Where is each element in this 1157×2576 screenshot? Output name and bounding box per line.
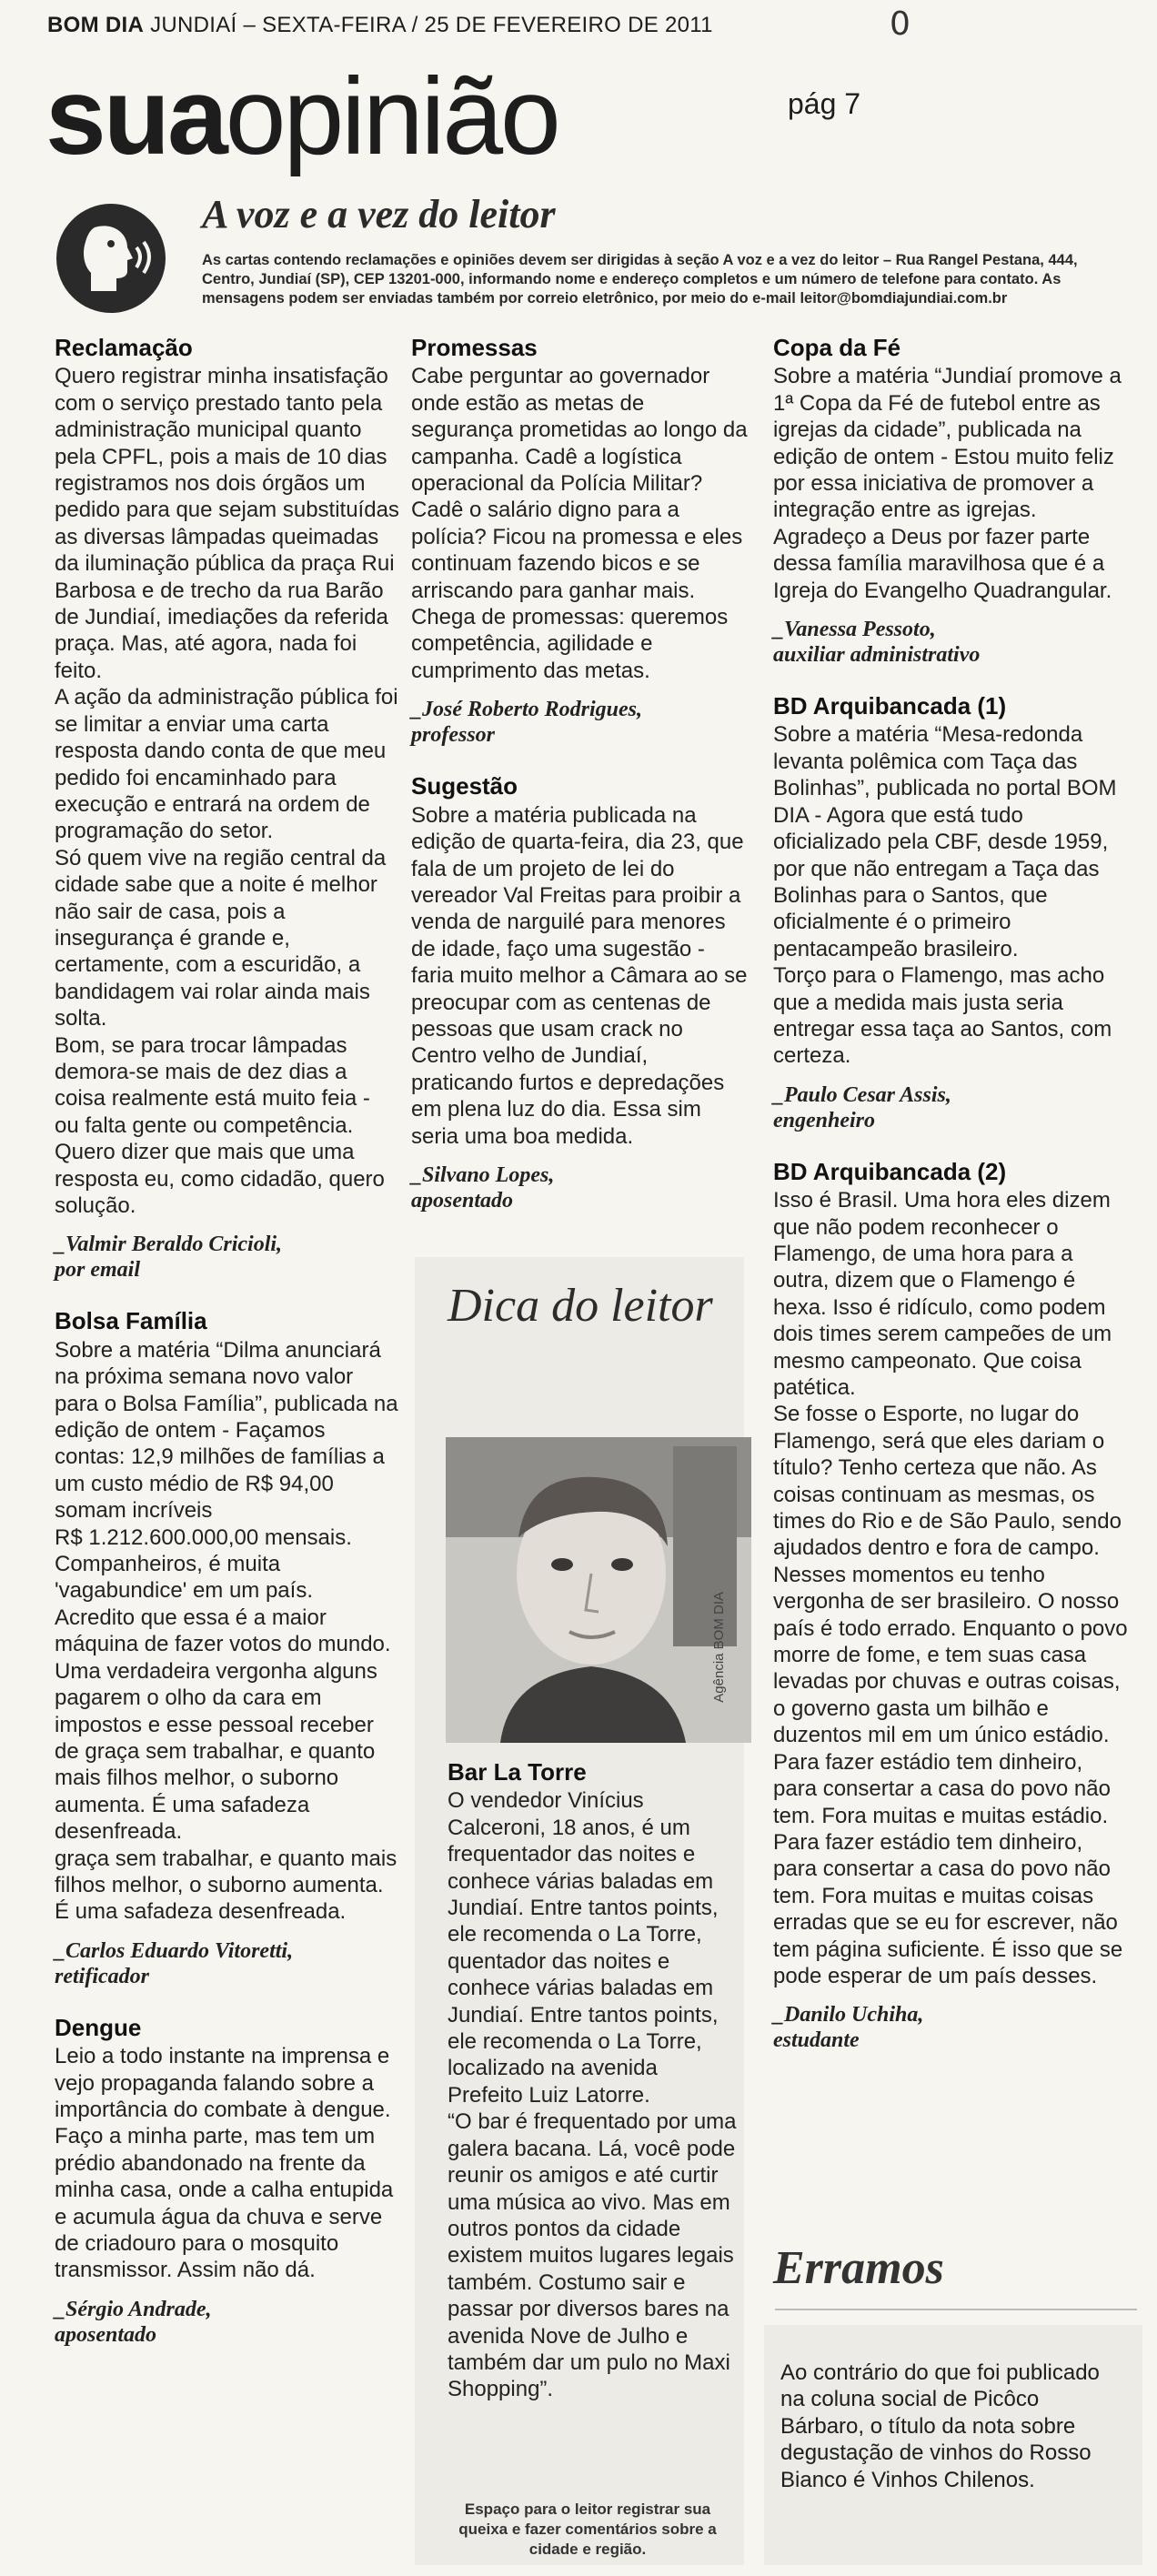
dica-title: Dica do leitor bbox=[448, 1280, 713, 1332]
letter-title: Dengue bbox=[55, 2013, 142, 2041]
letter-paragraph: Nesses momentos eu tenho vergonha de ser brasileiro. O nosso país é todo errado. Enquanto o povo morre de fome, e tem suas casa levadas por chuvas e outras coisas, o governo gasta um bilhão e duzentos mil em um único estádio. bbox=[773, 1562, 1128, 1748]
letter-paragraph: Se fosse o Esporte, no lugar do Flamengo, será que eles dariam o título? Tenho certeza que não. As coisas continuam as mesmas, os times do Rio e de São Paulo, sendo ajudados dentro e fora de campo. bbox=[773, 1402, 1122, 1561]
signature-name: _Paulo Cesar Assis, bbox=[773, 1082, 951, 1107]
letter-title: Copa da Fé bbox=[773, 334, 901, 361]
dica-text bbox=[448, 1759, 739, 2403]
section-intro: As cartas contendo reclamações e opiniões devem ser dirigidas à seção A voz e a vez do leitor – Rua Rangel Pestana, 444, Centro, Jundiaí (SP), CEP 13201-000, informando nome e endereço completos e um número de telefone para contato. As mensagens podem ser enviadas também por correio eletrônico, por meio do e-mail leitor@bomdiajundiai.com.br bbox=[202, 252, 1078, 307]
column-2 bbox=[411, 335, 748, 1239]
signature-role: aposentado bbox=[411, 1188, 514, 1213]
letter-signature bbox=[773, 1082, 1128, 1133]
dica-bar-title: Bar La Torre bbox=[448, 1758, 587, 1786]
signature-name: _Silvano Lopes, bbox=[411, 1162, 555, 1187]
signature-name: _Danilo Uchiha, bbox=[773, 2003, 924, 2028]
letter-title: Promessas bbox=[411, 334, 538, 361]
dica-paragraph: quentador das noites e conhece várias baladas em Jundiaí. Entre tantos points, ele recomenda o La Torre, localizado na avenida Prefeito Luiz Latorre. bbox=[448, 1948, 719, 2108]
column-3 bbox=[773, 335, 1128, 2078]
masthead bbox=[47, 13, 713, 38]
letter-signature bbox=[773, 617, 1128, 668]
letter-title: Reclamação bbox=[55, 334, 193, 361]
reader-photo bbox=[446, 1437, 751, 1743]
section-title bbox=[45, 55, 558, 177]
handwritten-mark: 0 bbox=[890, 5, 911, 43]
letter-paragraph: Cabe perguntar ao governador onde estão as metas de segurança prometidas ao longo da campanha. Cadê a logística operacional da Polícia Militar? Cadê o salário digno para a polícia? Ficou na promessa e eles continuam fazendo bicos e se arriscando para ganhar mais. Chega de promessas: queremos competência, agilidade e cumprimento das metas. bbox=[411, 364, 748, 683]
column-1 bbox=[55, 335, 400, 2373]
letter-paragraph: Para fazer estádio tem dinheiro, para consertar a casa do povo não tem. Fora muitas e muitas estádio. bbox=[773, 1749, 1111, 1828]
signature-role: por email bbox=[55, 1258, 140, 1283]
letter-arquibancada-1 bbox=[773, 693, 1128, 1133]
signature-role: engenheiro bbox=[773, 1108, 876, 1132]
letter-paragraph: Sobre a matéria “Mesa-redonda levanta polêmica com Taça das Bolinhas”, publicada no portal BOM DIA - Agora que está tudo oficializado pela CBF, desde 1959, por que não entregam a Taça das Bolinhas para o Santos, que oficialmente é o primeiro pentacampeão brasileiro. bbox=[773, 722, 1117, 961]
letter-reclamacao bbox=[55, 335, 400, 1283]
section-title-strong: sua bbox=[45, 55, 226, 177]
section-title-light: opinião bbox=[225, 55, 558, 177]
letter-paragraph: Sobre a matéria “Dilma anunciará na próxima semana novo valor para o Bolsa Família”, publicada na edição de ontem - Façamos contas: 12,9 milhões de famílias a um custo médio de R$ 94,00 somam incríveis bbox=[55, 1337, 398, 1524]
divider bbox=[775, 2309, 1137, 2310]
speaking-head-icon bbox=[55, 202, 167, 315]
letter-title: BD Arquibancada (2) bbox=[773, 1157, 1007, 1185]
masthead-brand: BOM DIA bbox=[47, 13, 145, 37]
signature-name: _Valmir Beraldo Cricioli, bbox=[55, 1233, 283, 1257]
signature-name: _José Roberto Rodrigues, bbox=[411, 698, 643, 722]
signature-role: professor bbox=[411, 723, 496, 748]
page-number: pág 7 bbox=[788, 87, 861, 120]
letter-title: Bolsa Família bbox=[55, 1307, 207, 1335]
signature-role: auxiliar administrativo bbox=[773, 643, 981, 668]
letter-paragraph: Isso é Brasil. Uma hora eles dizem que não podem reconhecer o Flamengo, de uma hora para a outra, dizem que o Flamengo é hexa. Isso é ridículo, como podem dois times serem campeões de um mesmo campeonato. Que coisa patética. bbox=[773, 1188, 1112, 1400]
letter-promessas bbox=[411, 335, 748, 748]
erramos-title: Erramos bbox=[773, 2242, 944, 2294]
letter-paragraph: graça sem trabalhar, e quanto mais filhos melhor, o suborno aumenta. É uma safadeza desenfreada. bbox=[55, 1846, 397, 1925]
photo-credit: Agência BOM DIA bbox=[711, 1592, 727, 1703]
letter-dengue bbox=[55, 2015, 400, 2348]
letter-paragraph: Só quem vive na região central da cidade sabe que a noite é melhor não sair de casa, pois a insegurança é grande e, certamente, com a escuridão, a bandidagem vai rolar ainda mais solta. bbox=[55, 845, 387, 1031]
section-tagline: A voz e a vez do leitor bbox=[202, 192, 556, 236]
letter-paragraph: Para fazer estádio tem dinheiro, para consertar a casa do povo não tem. Fora muitas e muitas coisas erradas que se eu for escrever, não tem página suficiente. É isso que se pode esperar de um país desses. bbox=[773, 1829, 1123, 1988]
letter-signature bbox=[55, 1232, 400, 1283]
letter-paragraph: Leio a todo instante na imprensa e vejo propaganda falando sobre a importância do combate à dengue. Faço a minha parte, mas tem um prédio abandonado na frente da minha casa, onde a calha entupida e acumula água da chuva e serve de criadouro para o mosquito transmissor. Assim não dá. bbox=[55, 2044, 394, 2283]
signature-name: _Carlos Eduardo Vitoretti, bbox=[55, 1938, 294, 1963]
letter-arquibancada-2 bbox=[773, 1159, 1128, 2054]
dica-paragraph: O vendedor Vinícius Calceroni, 18 anos, é um frequentador das noites e conhece várias baladas em Jundiaí. Entre tantos points, ele recomenda o La Torre, bbox=[448, 1788, 719, 1947]
letter-signature bbox=[55, 1938, 400, 1989]
letter-copa-da-fe bbox=[773, 335, 1128, 668]
letter-signature bbox=[411, 1162, 748, 1213]
letter-bolsa-familia bbox=[55, 1308, 400, 1988]
erramos-text: Ao contrário do que foi publicado na coluna social de Picôco Bárbaro, o título da nota sobre degustação de vinhos do Rosso Bianco é Vinhos Chilenos. bbox=[780, 2360, 1100, 2492]
letter-title: Sugestão bbox=[411, 772, 518, 800]
dica-caption: Espaço para o leitor registrar sua queixa e fazer comentários sobre a cidade e região. bbox=[458, 2501, 717, 2558]
masthead-date: JUNDIAÍ – SEXTA-FEIRA / 25 DE FEVEREIRO DE 2011 bbox=[150, 13, 713, 37]
letter-sugestao bbox=[411, 773, 748, 1213]
signature-role: retificador bbox=[55, 1964, 149, 1988]
letter-paragraph: Bom, se para trocar lâmpadas demora-se mais de dez dias a coisa realmente está muito feia - ou falta gente ou competência. Quero dizer que mais que uma resposta eu, como cidadão, quero solução. bbox=[55, 1032, 385, 1218]
signature-role: aposentado bbox=[55, 2322, 157, 2347]
letter-paragraph: Sobre a matéria publicada na edição de quarta-feira, dia 23, que fala de um projeto de lei do vereador Val Freitas para proibir a venda de narguilé para menores de idade, faço uma sugestão - faria muito melhor a Câmara ao se preocupar com as centenas de pessoas que usam crack no Centro velho de Jundiaí, praticando furtos e depredações em plena luz do dia. Essa sim seria uma boa medida. bbox=[411, 802, 748, 1149]
signature-name: _Sérgio Andrade, bbox=[55, 2297, 212, 2321]
letter-title: BD Arquibancada (1) bbox=[773, 692, 1007, 720]
letter-signature bbox=[411, 697, 748, 748]
signature-role: estudante bbox=[773, 2028, 860, 2053]
dica-paragraph: “O bar é frequentado por uma galera bacana. Lá, você pode reunir os amigos e até curtir uma música ao vivo. Mas em outros pontos da cidade existem muitos lugares legais também. Costumo sair e passar por diversos bares na avenida Nove de Julho e também dar um pulo no Maxi Shopping”. bbox=[448, 2109, 737, 2402]
letter-paragraph: Torço para o Flamengo, mas acho que a medida mais justa seria entregar essa taça ao Santos, com certeza. bbox=[773, 963, 1112, 1069]
letter-paragraph: R$ 1.212.600.000,00 mensais. Companheiros, é muita 'vagabundice' em um país. bbox=[55, 1524, 352, 1604]
letter-paragraph: Sobre a matéria “Jundiaí promove a 1ª Copa da Fé de futebol entre as igrejas da cidade”, publicada na edição de ontem - Estou muito feliz por essa iniciativa de promover a integração entre as igrejas. Agradeço a Deus por fazer parte dessa família maravilhosa que é a Igreja do Evangelho Quadrangular. bbox=[773, 364, 1122, 603]
letter-signature bbox=[55, 2297, 400, 2348]
letter-paragraph: A ação da administração pública foi se limitar a enviar uma carta resposta dando conta de que meu pedido foi encaminhado para execução e entrará na ordem de programação do setor. bbox=[55, 685, 398, 844]
letter-signature bbox=[773, 2002, 1128, 2053]
signature-name: _Vanessa Pessoto, bbox=[773, 618, 936, 642]
letter-paragraph: Quero registrar minha insatisfação com o serviço prestado tanto pela administração municipal quanto pela CPFL, pois a mais de 10 dias registramos nos dois órgãos um pedido para que sejam substituídas as diversas lâmpadas queimadas da iluminação pública da praça Rui Barbosa e de trecho da rua Barão de Jundiaí, imediações da referida praça. Mas, até agora, nada foi feito. bbox=[55, 364, 399, 683]
letter-paragraph: Acredito que essa é a maior máquina de fazer votos do mundo. Uma verdadeira vergonha alguns pagarem o olho da cara em impostos e esse pessoal receber de graça sem trabalhar, e quanto mais filhos melhor, o suborno aumenta. É uma safadeza desenfreada. bbox=[55, 1605, 391, 1845]
